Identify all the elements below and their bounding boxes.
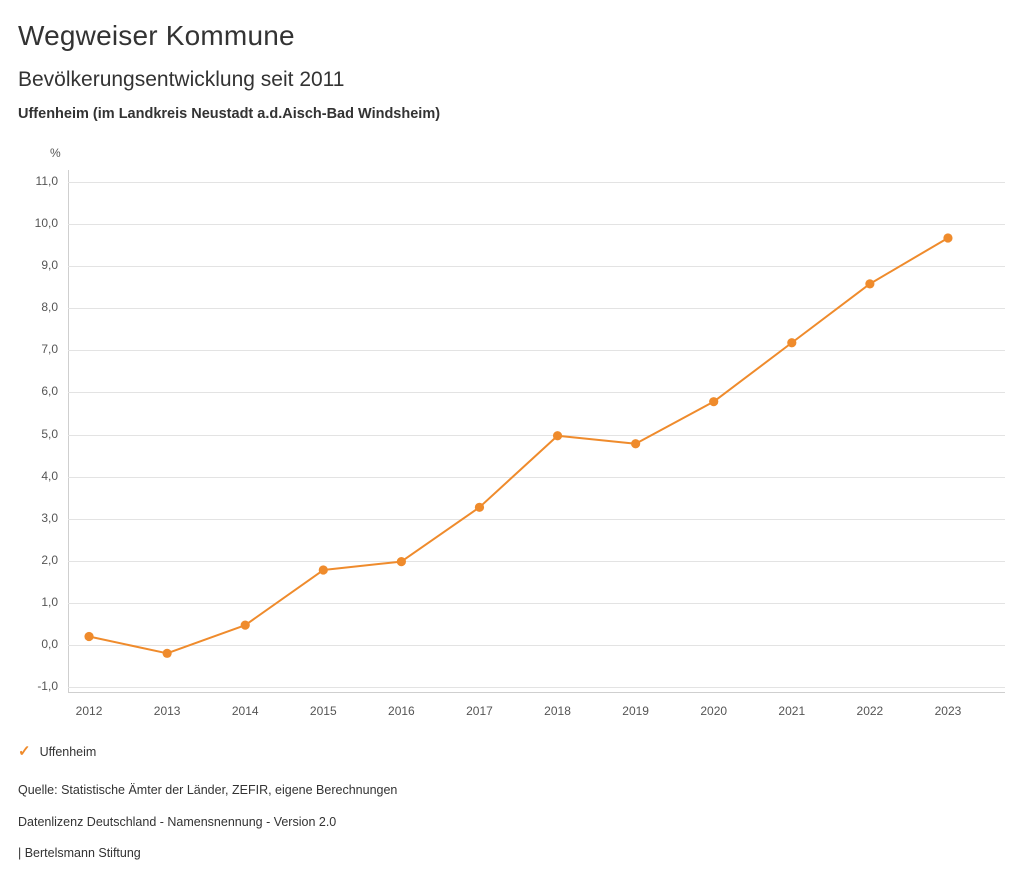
y-axis-tick-label: -1,0 (37, 679, 58, 693)
y-axis-tick-label: 10,0 (34, 216, 58, 231)
y-axis-line (68, 170, 69, 693)
footnote-publisher: | Bertelsmann Stiftung (18, 846, 141, 860)
data-point[interactable] (943, 233, 952, 242)
y-axis-tick-label: 3,0 (41, 510, 58, 525)
gridline (68, 435, 1005, 436)
data-point[interactable] (475, 503, 484, 512)
y-axis-tick-label: 2,0 (41, 552, 58, 567)
y-axis-tick-label: 6,0 (41, 384, 58, 399)
check-icon: ✓ (18, 743, 31, 760)
data-point[interactable] (319, 565, 328, 574)
data-point[interactable] (787, 338, 796, 347)
footnotes (18, 784, 397, 879)
gridline (68, 350, 1005, 351)
y-axis-tick-label: 8,0 (41, 300, 58, 315)
gridline (68, 645, 1005, 646)
data-point[interactable] (865, 279, 874, 288)
data-point[interactable] (163, 649, 172, 658)
x-axis-tick-label: 2019 (622, 704, 649, 718)
chart-region-label: Uffenheim (im Landkreis Neustadt a.d.Aisch-Bad Windsheim) (18, 106, 441, 122)
gridline (68, 266, 1005, 267)
x-axis-tick-label: 2020 (700, 704, 728, 718)
y-axis-tick-label: 0,0 (41, 636, 58, 651)
data-point[interactable] (631, 439, 640, 448)
footnote-source: Quelle: Statistische Ämter der Länder, ZEFIR, eigene Berechnungen (18, 783, 398, 797)
series-line-uffenheim (89, 238, 948, 653)
x-axis-tick-label: 2018 (544, 704, 571, 718)
legend-item-label: Uffenheim (39, 744, 97, 759)
x-axis-tick-label: 2014 (231, 704, 259, 718)
page-title: Wegweiser Kommune (18, 20, 295, 51)
data-point[interactable] (241, 621, 250, 630)
y-axis-tick-label: 5,0 (41, 426, 58, 441)
x-axis-line (68, 692, 1005, 693)
y-axis-tick-label: 11,0 (35, 174, 58, 188)
gridline (68, 687, 1005, 688)
y-axis-unit-label: % (50, 146, 61, 160)
gridline (68, 603, 1005, 604)
x-axis-tick-label: 2013 (153, 704, 181, 718)
gridline (68, 224, 1005, 225)
gridline (68, 561, 1005, 562)
y-axis-tick-label: 4,0 (41, 468, 58, 483)
gridline (68, 519, 1005, 520)
footnote-license: Datenlizenz Deutschland - Namensnennung - Version 2.0 (18, 814, 337, 829)
x-axis-tick-label: 2021 (778, 704, 806, 718)
x-axis-tick-label: 2012 (75, 704, 103, 718)
data-point[interactable] (84, 632, 93, 641)
gridline (68, 308, 1005, 309)
data-point[interactable] (709, 397, 718, 406)
chart-subtitle: Bevölkerungsentwicklung seit 2011 (18, 68, 345, 91)
series-points-uffenheim (84, 233, 952, 658)
x-axis-tick-label: 2023 (934, 704, 962, 718)
gridline (68, 182, 1005, 183)
x-axis-tick-label: 2017 (466, 704, 493, 718)
x-axis-tick-label: 2016 (388, 704, 415, 718)
gridline (68, 392, 1005, 393)
data-point[interactable] (553, 431, 562, 440)
gridline (68, 477, 1005, 478)
y-axis-tick-label: 1,0 (41, 594, 58, 609)
x-axis-tick-label: 2022 (856, 704, 884, 718)
y-axis-tick-label: 7,0 (41, 342, 58, 357)
x-axis-tick-label: 2015 (309, 704, 337, 718)
y-axis-tick-label: 9,0 (41, 258, 58, 273)
legend[interactable] (18, 744, 96, 759)
